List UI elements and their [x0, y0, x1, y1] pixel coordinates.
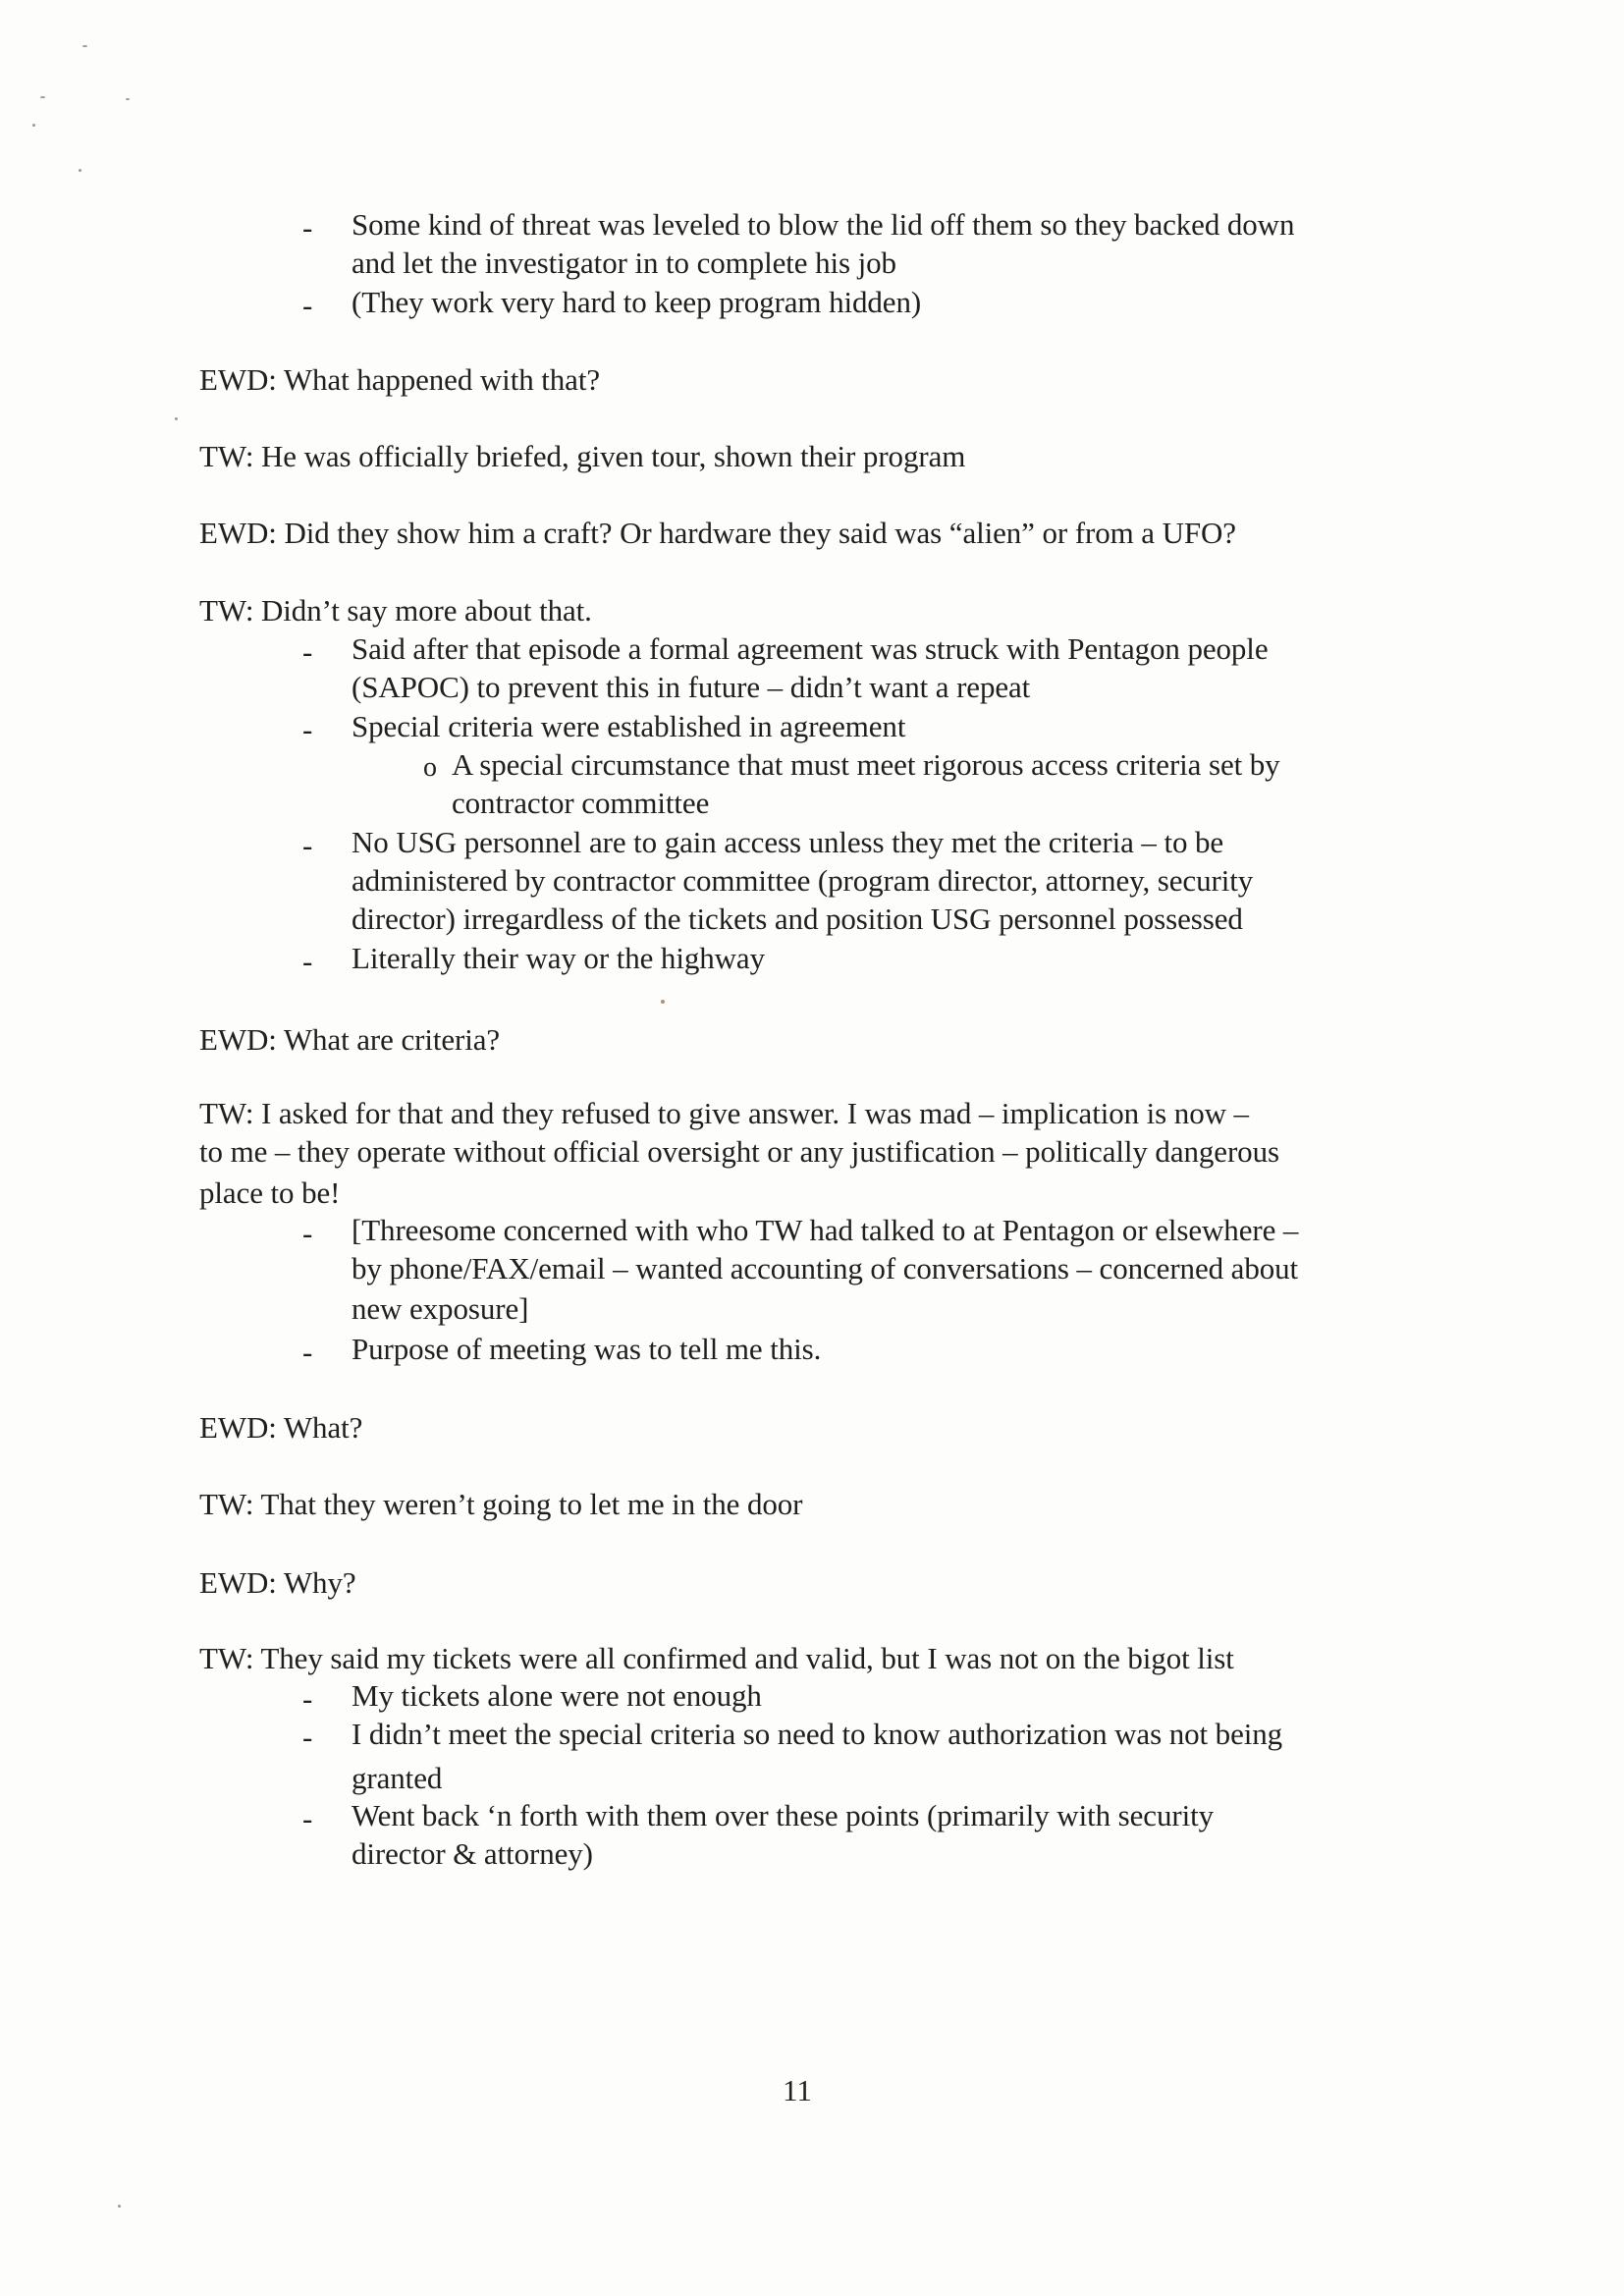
dialogue-line: TW: They said my tickets were all confirmed and valid, but I was not on the bigot list: [199, 1641, 1234, 1675]
bullet-text: by phone/FAX/email – wanted accounting of conversations – concerned about: [352, 1251, 1299, 1285]
sub-bullet-text: A special circumstance that must meet rigorous access criteria set by: [452, 747, 1280, 782]
scan-speck: [82, 45, 87, 47]
sub-bullet-circle: o: [423, 752, 437, 783]
dialogue-line: EWD: What happened with that?: [199, 362, 601, 397]
bullet-text: [Threesome concerned with who TW had talked to at Pentagon or elsewhere –: [352, 1213, 1299, 1247]
bullet-dash: -: [302, 1216, 313, 1250]
bullet-dash: -: [302, 712, 313, 746]
bullet-text: I didn’t meet the special criteria so need to know authorization was not being: [352, 1717, 1283, 1751]
bullet-text: Went back ‘n forth with them over these points (primarily with security: [352, 1798, 1214, 1832]
bullet-text: No USG personnel are to gain access unless they met the criteria – to be: [352, 825, 1224, 859]
bullet-text: Purpose of meeting was to tell me this.: [352, 1332, 822, 1366]
bullet-dash: -: [302, 1801, 313, 1835]
bullet-dash: -: [302, 1335, 313, 1369]
bullet-text: director) irregardless of the tickets and position USG personnel possessed: [352, 902, 1243, 936]
bullet-text: administered by contractor committee (program director, attorney, security: [352, 863, 1254, 898]
scan-speck: [79, 169, 81, 172]
bullet-text: Said after that episode a formal agreement was struck with Pentagon people: [352, 631, 1269, 666]
scan-speck: [40, 96, 45, 98]
page-number: 11: [783, 2073, 812, 2107]
dialogue-line: place to be!: [199, 1175, 341, 1210]
bullet-text: granted: [352, 1761, 443, 1795]
bullet-text: My tickets alone were not enough: [352, 1678, 762, 1713]
bullet-text: director & attorney): [352, 1836, 593, 1871]
bullet-dash: -: [302, 634, 313, 669]
bullet-text: (They work very hard to keep program hidden): [352, 285, 922, 319]
scan-speck: [661, 1000, 665, 1004]
bullet-text: Some kind of threat was leveled to blow the lid off them so they backed down: [352, 207, 1295, 242]
dialogue-line: EWD: Why?: [199, 1565, 356, 1600]
dialogue-line: TW: Didn’t say more about that.: [199, 593, 592, 628]
bullet-dash: -: [302, 944, 313, 978]
dialogue-line: TW: That they weren’t going to let me in the door: [199, 1487, 803, 1521]
bullet-text: and let the investigator in to complete his job: [352, 246, 896, 280]
bullet-dash: -: [302, 288, 313, 322]
bullet-dash: -: [302, 1681, 313, 1716]
bullet-dash: -: [302, 1720, 313, 1754]
dialogue-line: TW: He was officially briefed, given tour, shown their program: [199, 439, 966, 473]
bullet-text: new exposure]: [352, 1291, 529, 1326]
scan-speck: [126, 98, 130, 100]
dialogue-line: to me – they operate without official oversight or any justification – politically dangerous: [199, 1134, 1279, 1169]
dialogue-line: EWD: Did they show him a craft? Or hardware they said was “alien” or from a UFO?: [199, 516, 1236, 550]
scan-speck: [32, 124, 35, 127]
scan-speck: [118, 2205, 121, 2208]
dialogue-line: TW: I asked for that and they refused to give answer. I was mad – implication is now –: [199, 1096, 1249, 1130]
bullet-text: Special criteria were established in agreement: [352, 709, 906, 743]
bullet-dash: -: [302, 210, 313, 245]
bullet-text: (SAPOC) to prevent this in future – didn’t want a repeat: [352, 670, 1031, 704]
sub-bullet-text: contractor committee: [452, 786, 710, 820]
dialogue-line: EWD: What are criteria?: [199, 1022, 501, 1057]
scan-speck: [175, 417, 178, 420]
dialogue-line: EWD: What?: [199, 1410, 363, 1445]
bullet-dash: -: [302, 828, 313, 862]
bullet-text: Literally their way or the highway: [352, 941, 765, 975]
